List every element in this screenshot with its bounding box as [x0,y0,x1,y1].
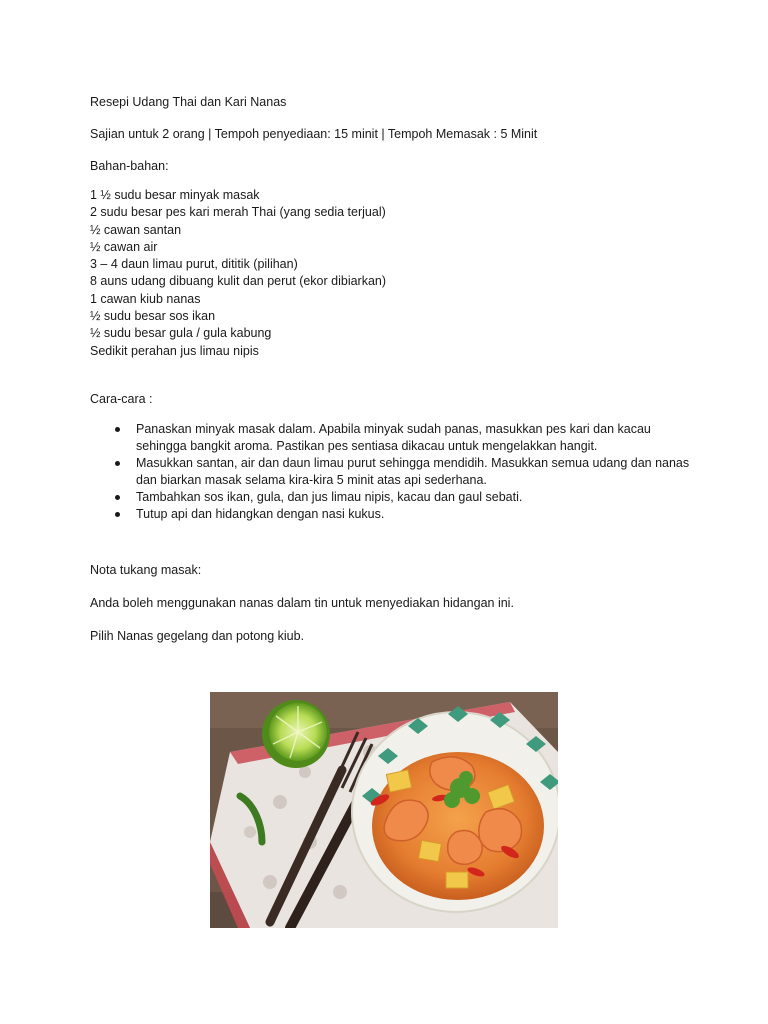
ingredient-item: ½ cawan air [90,239,158,254]
step-item: Masukkan santan, air dan daun limau purut sehingga mendidih. Masukkan semua udang dan nanas dan biarkan masak selama kira-kira 5 minit atas api sederhana. [90,455,690,489]
ingredients-heading: Bahan-bahan: [90,159,169,173]
ingredient-item: 1 ½ sudu besar minyak masak [90,188,260,202]
curry-photo-illustration [210,692,558,928]
ingredient-item: ½ sudu besar gula / gula kabung [90,326,272,341]
curry-photo [210,692,558,928]
ingredients-list [90,187,386,360]
ingredient-item: 3 – 4 daun limau purut, dititik (pilihan) [90,257,298,272]
step-item: Tutup api dan hidangkan dengan nasi kukus. [90,506,690,523]
ingredient-item: Sedikit perahan jus limau nipis [90,343,259,358]
ingredient-item: 1 cawan kiub nanas [90,291,201,306]
notes-heading: Nota tukang masak: [90,563,202,577]
note-paragraph: Anda boleh menggunakan nanas dalam tin untuk menyediakan hidangan ini. [90,596,514,610]
ingredient-item: ½ cawan santan [90,222,182,237]
note-paragraph: Pilih Nanas gegelang dan potong kiub. [90,629,305,643]
ingredient-item: 2 sudu besar pes kari merah Thai (yang sedia terjual) [90,205,386,220]
steps-list [90,421,690,523]
ingredient-item: ½ sudu besar sos ikan [90,309,216,324]
step-item: Panaskan minyak masak dalam. Apabila minyak sudah panas, masukkan pes kari dan kacau sehingga bangkit aroma. Pastikan pes sentiasa dikacau untuk mengelakkan hangit. [90,421,690,455]
recipe-meta: Sajian untuk 2 orang | Tempoh penyediaan: 15 minit | Tempoh Memasak : 5 Minit [90,127,538,141]
ingredient-item: 8 auns udang dibuang kulit dan perut (ekor dibiarkan) [90,274,387,289]
steps-heading: Cara-cara : [90,392,153,406]
step-item: Tambahkan sos ikan, gula, dan jus limau nipis, kacau dan gaul sebati. [90,489,690,506]
recipe-title: Resepi Udang Thai dan Kari Nanas [90,95,287,109]
